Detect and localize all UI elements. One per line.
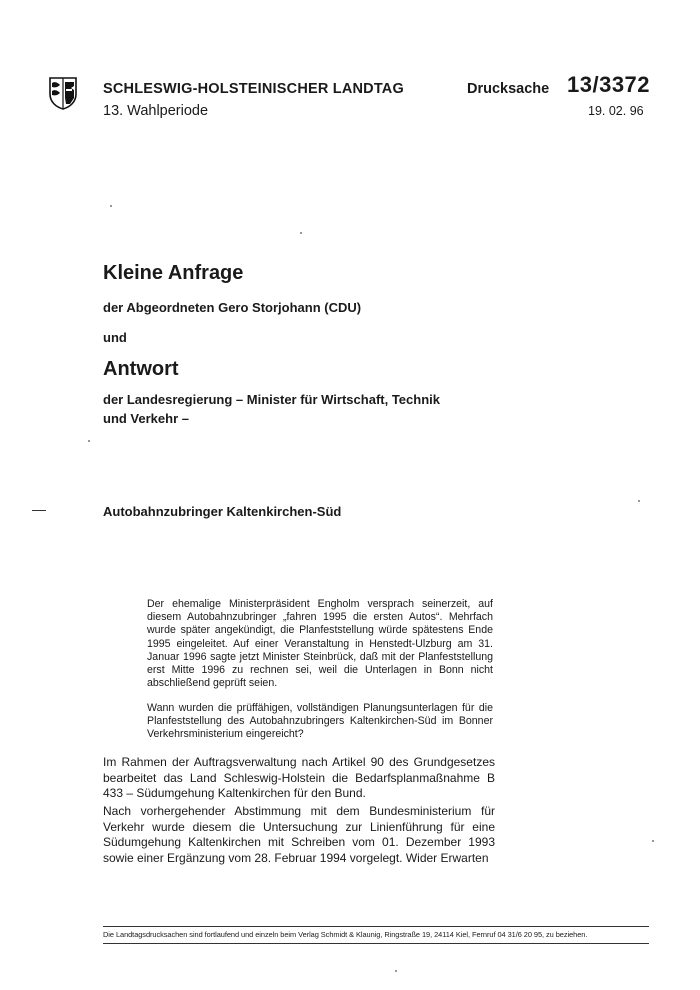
scan-speck: [638, 500, 640, 502]
scan-speck: [300, 232, 302, 234]
answer-paragraph-1: Im Rahmen der Auftragsverwaltung nach Artikel 90 des Grundgesetzes bearbeitet das Land Schleswig-Holstein die Bedarfsplanmaßnahme B 433 – Südumgehung Kaltenkirchen für den Bund.: [103, 755, 495, 800]
connector-text: und: [103, 330, 127, 345]
question-text: Wann wurden die prüffähigen, vollständigen Planungsunterlagen für die Planfeststellung des Autobahnzubringers Kaltenkirchen-Süd im Bonner Verkehrsministerium eingereicht?: [147, 702, 493, 741]
scan-speck: [110, 205, 112, 207]
legislative-period: 13. Wahlperiode: [103, 103, 209, 119]
inquiry-author: der Abgeordneten Gero Storjohann (CDU): [103, 300, 362, 315]
scan-speck: [88, 440, 90, 442]
inquiry-title: Kleine Anfrage: [103, 262, 244, 284]
drucksache-number: 13/3372: [567, 72, 651, 97]
answer-author: der Landesregierung – Minister für Wirtschaft, Technik und Verkehr –: [103, 392, 440, 426]
scan-speck: [652, 840, 654, 842]
document-topic: Autobahnzubringer Kaltenkirchen-Süd: [103, 504, 342, 519]
footer-note: Die Landtagsdrucksachen sind fortlaufend und einzeln beim Verlag Schmidt & Klaunig, Ringstraße 19, 24114 Kiel, Fernruf 04 31/6 20 95, zu beziehen.: [103, 930, 588, 939]
question-intro: Der ehemalige Ministerpräsident Engholm versprach seinerzeit, auf diesem Autobahnzubringer „fahren 1995 die ersten Autos“. Mehrfach wurde später angekündigt, die Planfeststellung würde spätestens Ende 1995 eingeleitet. Auf einer Veranstaltung in Henstedt-Ulzburg am 31. Januar 1996 sagte jetzt Minister Steinbrück, daß mit der Planfeststellung erst Mitte 1996 zu rechnen sei, weil die Unterlagen in Bonn nicht abschließend geprüft seien.: [147, 598, 493, 690]
footer-rule-top: [103, 926, 649, 927]
answer-title: Antwort: [103, 358, 179, 380]
parliament-name: SCHLESWIG-HOLSTEINISCHER LANDTAG: [103, 81, 404, 97]
coat-of-arms-icon: [48, 76, 78, 110]
margin-mark: [32, 510, 46, 511]
answer-paragraph-2: Nach vorhergehender Abstimmung mit dem Bundesministerium für Verkehr wurde diesem die Untersuchung zur Linienführung für eine Südumgehung Kaltenkirchen mit Schreiben vom 01. Dezember 1993 sowie einer Ergänzung vom 28. Februar 1994 vorgelegt. Wider Erwarten: [103, 804, 495, 865]
footer-rule-bottom: [103, 943, 649, 944]
drucksache-label: Drucksache: [467, 81, 550, 97]
document-date: 19. 02. 96: [588, 104, 644, 118]
scan-speck: [395, 970, 397, 972]
